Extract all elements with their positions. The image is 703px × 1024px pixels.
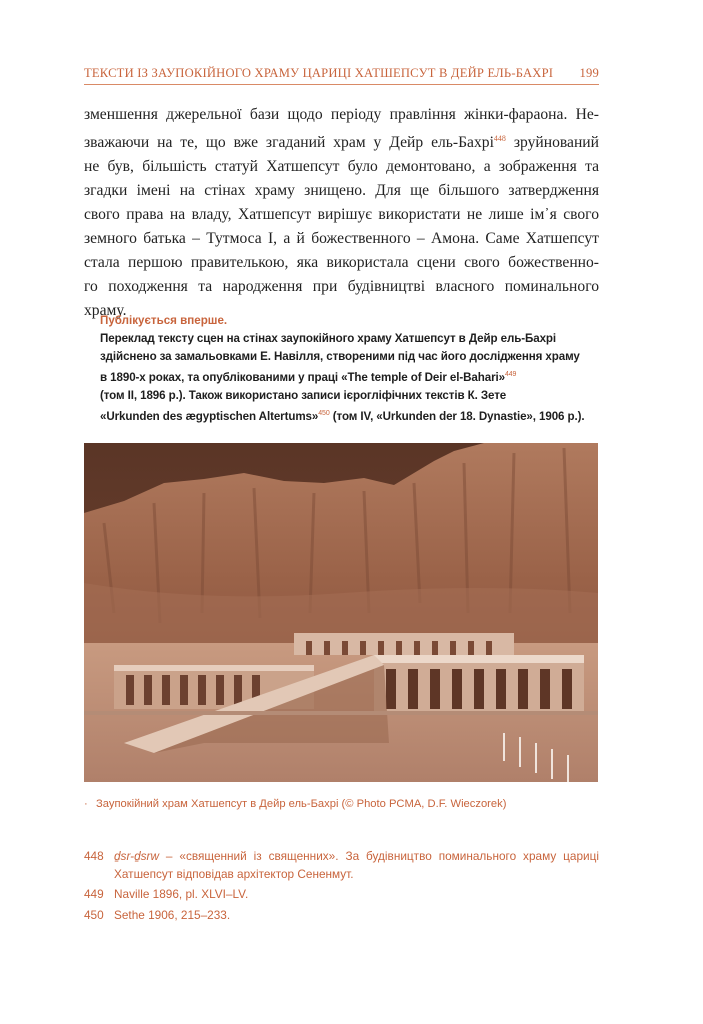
footnote-number: 450 (84, 907, 104, 922)
main-paragraph (84, 103, 599, 323)
note-line: в 1890-х роках, та опублікованими у праці «The temple of Deir el-Bahari»$^{449}$ (100, 371, 517, 384)
footnote (84, 907, 599, 925)
body-line: згадки імені на стінах храму знищено. Для ще більшого затвердження (84, 182, 599, 199)
footnote-number: 449 (84, 887, 104, 901)
body-line: зменшення джерельної бази щодо періоду правління жінки-фараона. Не- (84, 106, 599, 123)
caption-text: Заупокійний храм Хатшепсут в Дейр ель-Бахрі (© Photo PCMA, D.F. Wieczorek) (96, 798, 507, 810)
body-line: не був, більшість статуй Хатшепсут було демонтовано, а зображення та (84, 158, 599, 175)
caption-bullet: · (84, 798, 88, 810)
body-line: го походження та народження при будівництві власного поминального (84, 278, 599, 295)
note-line: здійснено за замальовками Е. Навілля, створеними під час його дослідження храму (100, 350, 580, 363)
note-line: (том ІІ, 1896 р.). Також використано записи ієрогліфічних текстів К. Зете (100, 389, 507, 402)
footnote-ref: 450 (318, 410, 330, 417)
footnote (84, 848, 599, 883)
publication-note (100, 312, 600, 426)
body-line: храму. (84, 302, 127, 319)
note-line: Переклад тексту сцен на стінах заупокійного храму Хатшепсут в Дейр ель-Бахрі (100, 332, 557, 345)
running-title: ТЕКСТИ ІЗ ЗАУПОКІЙНОГО ХРАМУ ЦАРИЦІ ХАТШЕПСУТ В ДЕЙР ЕЛЬ-БАХРІ (84, 66, 554, 80)
footnote-text: ḏsr-ḏsrw – «священний із священних». За будівництво поминального храму цариці Хатшепсут відповідав архітектор Сененмут. (114, 849, 599, 881)
footnote-text: Naville 1896, pl. XLVI–LV. (114, 887, 249, 901)
header-divider (84, 84, 599, 85)
footnote-ref: 449 (504, 371, 517, 378)
note-title: Публікується вперше. (100, 314, 228, 327)
page-number: 199 (579, 66, 599, 80)
footnote-text: Sethe 1906, 215–233. (114, 907, 231, 922)
body-line: свого права на владу, Хатшепсут вирішує використати не лише ім᾽я свого (84, 206, 599, 223)
photo-caption (84, 798, 599, 810)
footnote (84, 886, 599, 904)
footnote-number: 448 (84, 849, 104, 863)
running-header (84, 66, 599, 81)
body-line: зважаючи на те, що вже згаданий храм у Дейр ель-Бахрі$^{448}$ зруйнований (84, 134, 599, 151)
note-line: «Urkunden des ægyptischen Altertums»$^{450}$ (том IV, «Urkunden der 18. Dynastie», 1906 р.). (100, 410, 585, 423)
body-line: стала першою правителькою, яка використала сцени свого божественно- (84, 254, 599, 271)
body-line: земного батька – Тутмоса І, а й божественного – Амона. Саме Хатшепсут (84, 230, 599, 247)
footnotes (84, 848, 599, 927)
temple-photo (84, 443, 598, 782)
footnote-ref: 448 (493, 134, 506, 143)
